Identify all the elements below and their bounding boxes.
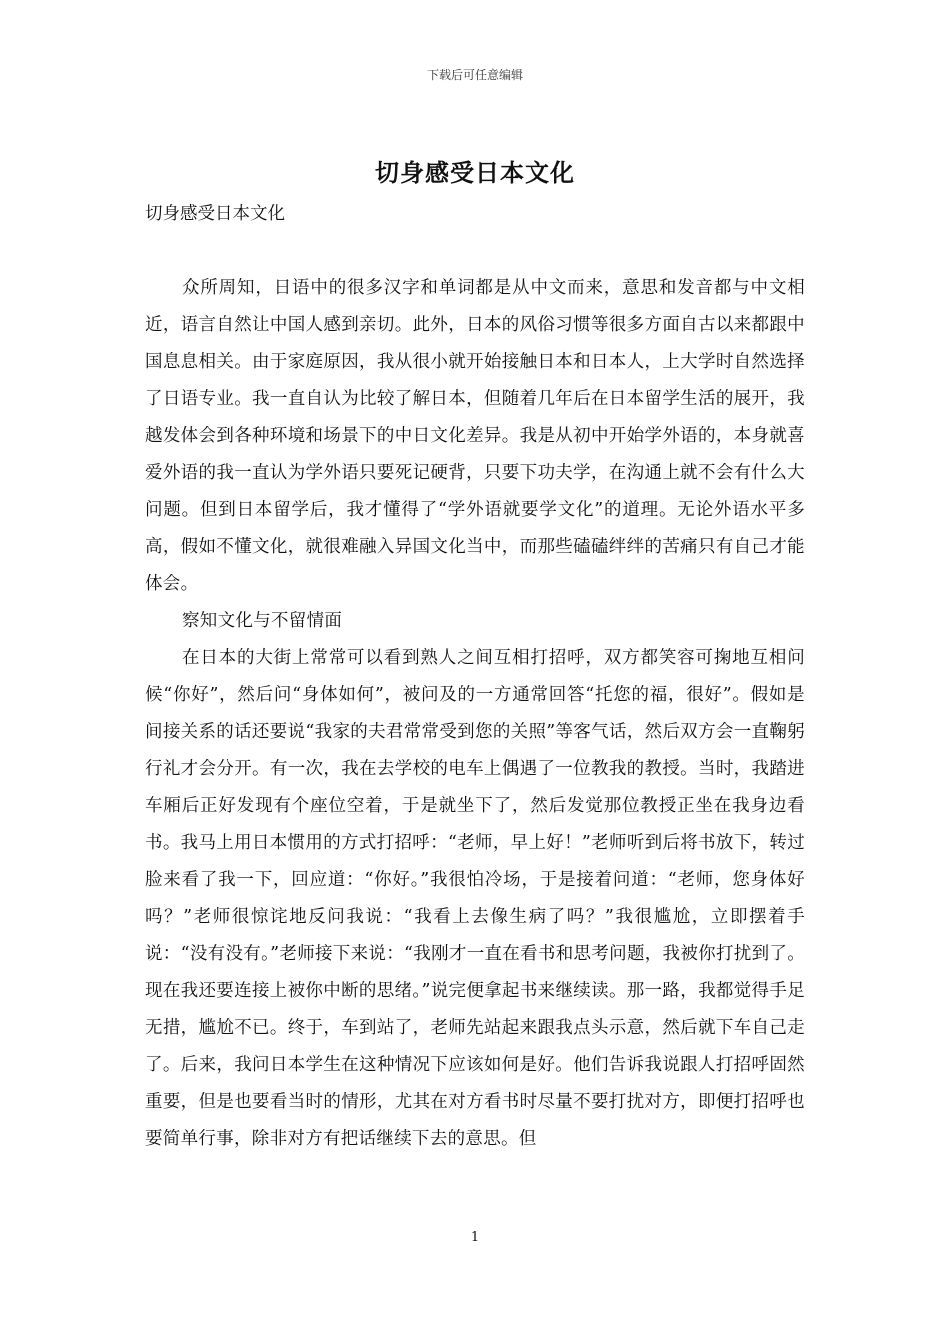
- document-body: [145, 270, 805, 1158]
- paragraph-greeting-story: 在日本的大街上常常可以看到熟人之间互相打招呼，双方都笑容可掬地互相问候“你好”，然后问“身体如何”，被问及的一方通常回答“托您的福，很好”。假如是间接关系的话还要说“我家的夫君常常受到您的关照”等客气话，然后双方会一直鞠躬行礼才会分开。有一次，我在去学校的电车上偶遇了一位教我的教授。当时，我踏进车厢后正好发现有个座位空着，于是就坐下了，然后发觉那位教授正坐在我身边看书。我马上用日本惯用的方式打招呼：“老师，早上好！”老师听到后将书放下，转过脸来看了我一下，回应道：“你好。”我很怕冷场，于是接着问道：“老师，您身体好吗？”老师很惊诧地反问我说：“我看上去像生病了吗？”我很尴尬，立即摆着手说：“没有没有。”老师接下来说：“我刚才一直在看书和思考问题，我被你打扰到了。现在我还要连接上被你中断的思绪。”说完便拿起书来继续读。那一路，我都觉得手足无措，尴尬不已。终于，车到站了，老师先站起来跟我点头示意，然后就下车自己走了。后来，我问日本学生在这种情况下应该如何是好。他们告诉我说跟人打招呼固然重要，但是也要看当时的情形，尤其在对方看书时尽量不要打扰对方，即便打招呼也要简单行事，除非对方有把话继续下去的意思。但: [145, 648, 805, 1149]
- page-number: 1: [470, 1230, 480, 1245]
- header-note: 下载后可任意编辑: [426, 68, 523, 82]
- document-subtitle: 切身感受日本文化: [145, 204, 285, 224]
- paragraph-intro: 众所周知，日语中的很多汉字和单词都是从中文而来，意思和发音都与中文相近，语言自然让中国人感到亲切。此外，日本的风俗习惯等很多方面自古以来都跟中国息息相关。由于家庭原因，我从很小就开始接触日本和日本人，上大学时自然选择了日语专业。我一直自认为比较了解日本，但随着几年后在日本留学生活的展开，我越发体会到各种环境和场景下的中日文化差异。我是从初中开始学外语的，本身就喜爱外语的我一直认为学外语只要死记硬背，只要下功夫学，在沟通上就不会有什么大问题。但到日本留学后，我才懂得了“学外语就要学文化”的道理。无论外语水平多高，假如不懂文化，就很难融入异国文化当中，而那些磕磕绊绊的苦痛只有自己才能体会。: [145, 278, 805, 594]
- section-heading: 察知文化与不留情面: [182, 611, 343, 631]
- document-title: 切身感受日本文化: [375, 158, 575, 187]
